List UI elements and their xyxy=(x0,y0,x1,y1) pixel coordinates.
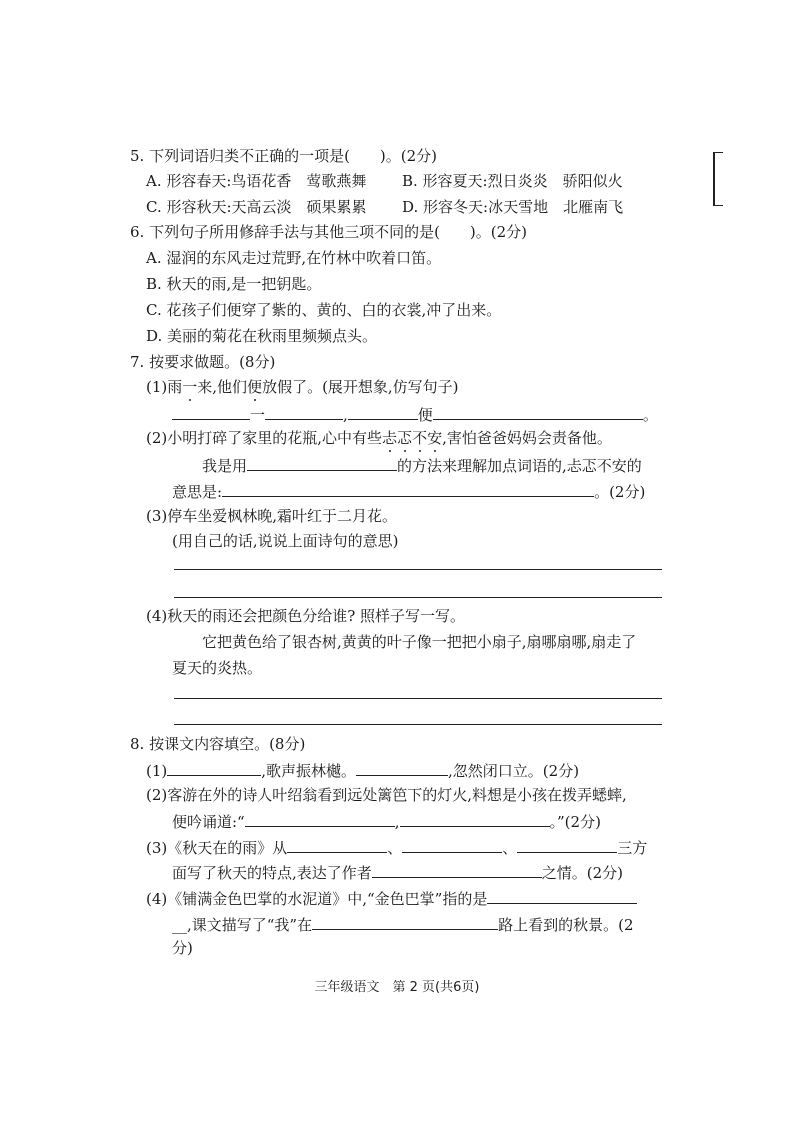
q5-option-a: A. 形容春天:鸟语花香 莺歌燕舞 xyxy=(146,172,367,190)
q6-option-a: A. 湿润的东风走过荒野,在竹林中吹着口笛。 xyxy=(146,249,442,267)
q8-p2-line1: (2)客游在外的诗人叶绍翁看到远处篱笆下的灯火,料想是小孩在拨弄蟋蟀, xyxy=(146,786,627,804)
q8-p4-line2: __,课文描写了“我”在 路上看到的秋景。(2 xyxy=(172,913,634,935)
answer-line[interactable] xyxy=(174,569,662,570)
q6-option-b: B. 秋天的雨,是一把钥匙。 xyxy=(146,275,322,293)
answer-blank[interactable] xyxy=(400,810,550,827)
q7-p4-example-1: 它把黄色给了银杏树,黄黄的叶子像一把把小扇子,扇哪扇哪,扇走了 xyxy=(202,633,637,651)
q8-p2-line2: 便吟诵道:“ , 。”(2分) xyxy=(172,810,601,832)
answer-line[interactable] xyxy=(174,724,662,725)
answer-blank[interactable] xyxy=(172,403,250,420)
dotted-word xyxy=(382,429,442,447)
q8-p4-line3: 分) xyxy=(172,939,193,957)
q7-p1-answer-line: 一 , 便 。 xyxy=(172,403,658,425)
answer-blank[interactable] xyxy=(287,836,387,853)
answer-blank[interactable] xyxy=(433,403,643,420)
dotted-char: 安 xyxy=(427,429,443,447)
dotted-char: 忑 xyxy=(397,429,413,447)
answer-blank[interactable] xyxy=(265,403,343,420)
q6-option-d: D. 美丽的菊花在秋雨里频频点头。 xyxy=(146,327,378,345)
q8-p3-line1: (3)《秋天在的雨》从 、 、 三方 xyxy=(146,836,647,858)
answer-blank[interactable] xyxy=(222,480,594,497)
answer-blank[interactable] xyxy=(245,810,395,827)
answer-blank[interactable] xyxy=(348,403,418,420)
answer-line[interactable] xyxy=(174,597,662,598)
q7-p2-line2: 我是用 的方法来理解加点词语的,忐忑不安的 xyxy=(202,454,642,476)
answer-blank[interactable] xyxy=(487,887,637,904)
answer-blank[interactable] xyxy=(312,913,498,930)
q8-p3-line2: 面写了秋天的特点,表达了作者 之情。(2分) xyxy=(172,861,623,883)
q7-stem: 7. 按要求做题。(8分) xyxy=(130,353,276,371)
q7-p2-stem: (2)小明打碎了家里的花瓶,心中有些忐忑不安,害怕爸爸妈妈会责备他。 xyxy=(146,429,612,447)
answer-blank[interactable] xyxy=(356,759,448,776)
answer-blank[interactable] xyxy=(167,759,261,776)
q7-p3-stem: (3)停车坐爱枫林晚,霜叶红于二月花。 xyxy=(146,507,398,525)
q8-stem: 8. 按课文内容填空。(8分) xyxy=(130,735,306,753)
q5-option-b: B. 形容夏天:烈日炎炎 骄阳似火 xyxy=(402,172,623,190)
q7-p4-stem: (4)秋天的雨还会把颜色分给谁? 照样子写一写。 xyxy=(146,607,466,625)
dotted-char: 忐 xyxy=(382,429,398,447)
q7-p4-example-2: 夏天的炎热。 xyxy=(172,659,263,677)
answer-line[interactable] xyxy=(174,698,662,699)
page-footer: 三年级语文 第 2 页(共6页) xyxy=(314,980,480,995)
dotted-char: 便 xyxy=(247,378,263,396)
margin-bracket xyxy=(713,152,723,206)
q5-option-d: D. 形容冬天:冰天雪地 北雁南飞 xyxy=(402,198,624,216)
q7-p3-hint: (用自己的话,说说上面诗句的意思) xyxy=(172,532,399,550)
answer-blank[interactable] xyxy=(402,836,502,853)
q6-stem: 6. 下列句子所用修辞手法与其他三项不同的是( )。(2分) xyxy=(130,223,528,241)
q8-p4-line1: (4)《铺满金色巴掌的水泥道》中,“金色巴掌”指的是 xyxy=(146,887,637,909)
dotted-char: 一 xyxy=(182,378,198,396)
q7-p2-line3: 意思是: 。(2分) xyxy=(172,480,645,502)
q5-option-c: C. 形容秋天:天高云淡 硕果累累 xyxy=(146,198,367,216)
q8-p1: (1) ,歌声振林樾。 ,忽然闭口立。(2分) xyxy=(146,759,579,781)
answer-blank[interactable] xyxy=(517,836,617,853)
answer-blank[interactable] xyxy=(372,861,542,878)
dotted-char: 不 xyxy=(412,429,428,447)
q7-p1-prompt: (1)雨一来,他们便放假了。(展开想象,仿写句子) xyxy=(146,378,459,396)
answer-blank[interactable] xyxy=(247,454,397,471)
q5-stem: 5. 下列词语归类不正确的一项是( )。(2分) xyxy=(130,147,438,165)
q6-option-c: C. 花孩子们便穿了紫的、黄的、白的衣裳,冲了出来。 xyxy=(146,301,502,319)
